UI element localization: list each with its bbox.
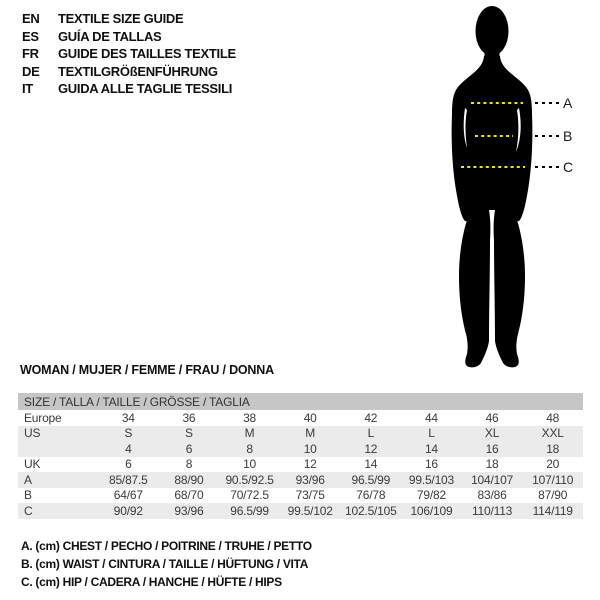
size-cell: XL [484,426,500,441]
size-cell: 79/82 [416,488,446,503]
size-cell: 87/90 [538,488,568,503]
size-cell: 36 [182,410,196,425]
size-cell: 46 [485,410,499,425]
size-cell: S [185,426,193,441]
table-row-europe [18,410,583,426]
size-cell: S [124,426,133,441]
size-cell: M [244,426,255,441]
size-cell: 99.5/103 [408,472,454,487]
language-row [22,28,236,46]
size-cell: 88/90 [174,472,204,487]
size-cell: 8 [246,441,253,456]
size-cell: 106/109 [410,503,453,518]
language-title: GUIDE DES TAILLES TEXTILE [58,46,236,61]
legend-item-hip: C. (cm) HIP / CADERA / HANCHE / HÜFTE / HIPS [21,575,282,589]
size-cell: 68/70 [174,488,204,503]
size-cell: 93/96 [174,503,204,518]
size-cell: 85/87.5 [108,472,148,487]
size-cell: 10 [243,457,257,472]
language-title: GUIDA ALLE TAGLIE TESSILI [58,81,233,96]
marker-label-b: B [563,128,573,144]
language-title: TEXTILGRÖßENFÜHRUNG [58,63,218,79]
row-label: C [24,503,33,518]
size-cell: XXL [541,426,564,441]
size-cell: 6 [185,441,193,456]
table-row-uk [18,457,583,473]
size-cell: 44 [424,410,438,425]
size-cell: 99.5/102 [287,503,333,518]
language-title: GUÍA DE TALLAS [58,28,162,44]
size-cell: 96.5/99 [351,472,391,487]
size-cell: 16 [424,457,438,472]
row-label: UK [24,457,41,472]
legend-item-chest: A. (cm) CHEST / PECHO / POITRINE / TRUHE / PETTO [21,539,312,553]
language-header [22,10,236,98]
language-code: FR [22,46,39,61]
woman-silhouette-icon [415,4,590,372]
size-cell: 64/67 [113,488,143,503]
size-cell: 34 [121,410,135,425]
row-label: B [24,488,32,503]
size-cell: 42 [364,410,378,425]
size-cell: 20 [546,457,560,472]
size-cell: 12 [364,441,378,456]
table-header-bar: SIZE / TALLA / TAILLE / GRÖSSE / TAGLIA [18,393,583,410]
language-row [22,45,236,63]
section-title: WOMAN / MUJER / FEMME / FRAU / DONNA [20,363,274,377]
size-cell: 96.5/99 [230,503,269,518]
size-cell: 14 [364,457,378,472]
size-cell: 83/86 [477,488,507,503]
language-code: IT [22,81,33,96]
size-cell: L [367,426,375,441]
language-row [22,10,236,28]
size-cell: 114/119 [532,503,573,518]
size-cell: 12 [303,457,317,472]
size-cell: 8 [185,457,193,472]
size-cell: 76/78 [356,488,386,503]
size-cell: 90/92 [113,503,143,518]
size-cell: M [305,426,316,441]
size-cell: 40 [303,410,317,425]
table-row-us-numeric [18,441,583,457]
size-cell: 48 [546,410,560,425]
size-table [18,393,583,519]
size-cell: 110/113 [471,503,513,518]
table-row-us [18,426,583,442]
row-label: US [24,426,41,441]
marker-label-c: C [563,159,574,175]
size-cell: 18 [485,457,499,472]
size-cell: 73/75 [295,488,325,503]
marker-label-a: A [563,95,573,111]
size-cell: 14 [424,441,438,456]
row-label: A [24,472,32,487]
size-cell: L [428,426,435,441]
size-cell: 93/96 [295,472,325,487]
size-cell: 6 [125,457,132,472]
language-code: EN [22,11,40,26]
language-row [22,80,236,98]
measurement-figure [415,4,590,372]
measurement-legend [21,537,312,591]
size-cell: 18 [546,441,560,456]
table-row-chest [18,472,583,488]
table-row-waist [18,488,583,504]
legend-item-waist: B. (cm) WAIST / CINTURA / TAILLE / HÜFTUNG / VITA [21,557,309,571]
language-code: ES [22,28,39,44]
size-cell: 102.5/105 [345,503,397,518]
language-title: TEXTILE SIZE GUIDE [58,11,184,26]
size-cell: 107/110 [532,472,574,487]
size-cell: 10 [303,441,317,456]
size-cell: 90.5/92.5 [225,472,274,487]
size-cell: 4 [125,441,132,456]
size-cell: 70/72.5 [230,488,269,503]
size-cell: 16 [485,441,499,456]
size-cell: 104/107 [471,472,514,487]
row-label: Europe [24,410,62,425]
language-row [22,63,236,81]
language-code: DE [22,63,40,79]
table-row-hip [18,503,583,519]
size-cell: 38 [243,410,257,425]
